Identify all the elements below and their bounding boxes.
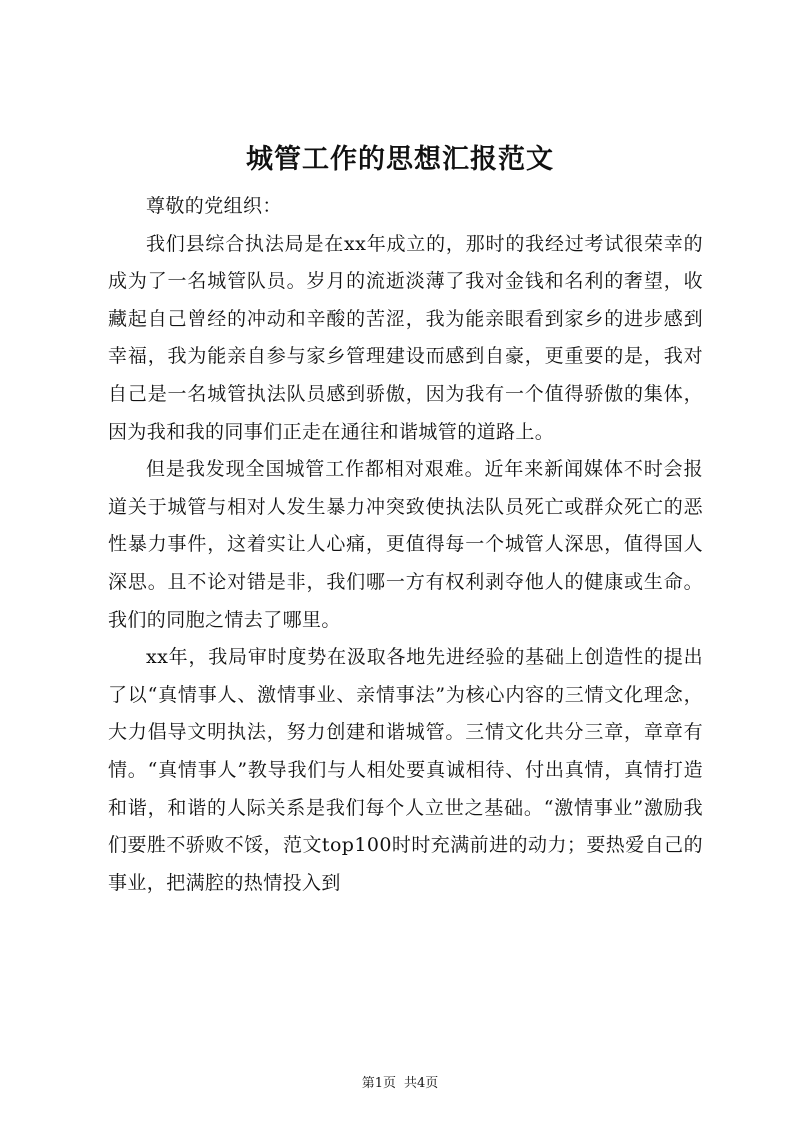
document-title: 城管工作的思想汇报范文: [246, 144, 554, 175]
page-total: 共4页: [404, 1076, 439, 1091]
body-paragraph: xx年，我局审时度势在汲取各地先进经验的基础上创造性的提出了以“真情事人、激情事业、亲情事法”为核心内容的三情文化理念，大力倡导文明执法，努力创建和谐城管。三情文化共分三章，章章有情。“真情事人”教导我们与人相处要真诚相待、付出真情，真情打造和谐，和谐的人际关系是我们每个人立世之基础。“激情事业”激励我们要胜不骄败不馁，范文top100时时充满前进的动力；要热爱自己的事业，把满腔的热情投入到: [108, 646, 703, 894]
body-paragraph: 我们县综合执法局是在xx年成立的，那时的我经过考试很荣幸的成为了一名城管队员。岁月的流逝淡薄了我对金钱和名利的奢望，收藏起自己曾经的冲动和辛酸的苦涩，我为能亲眼看到家乡的进步感到幸福，我为能亲自参与家乡管理建设而感到自豪，更重要的是，我对自己是一名城管执法队员感到骄傲，因为我有一个值得骄傲的集体，因为我和我的同事们正走在通往和谐城管的道路上。: [108, 232, 703, 443]
salutation-paragraph: 尊敬的党组织：: [146, 195, 282, 217]
page-footer: [0, 1075, 800, 1093]
document-body: [108, 188, 703, 902]
page-number: 第1页: [361, 1076, 396, 1091]
body-paragraph: 但是我发现全国城管工作都相对艰难。近年来新闻媒体不时会报道关于城管与相对人发生暴力冲突致使执法队员死亡或群众死亡的恶性暴力事件，这着实让人心痛，更值得每一个城管人深思，值得国人深思。且不论对错是非，我们哪一方有权利剥夺他人的健康或生命。我们的同胞之情去了哪里。: [108, 458, 703, 631]
